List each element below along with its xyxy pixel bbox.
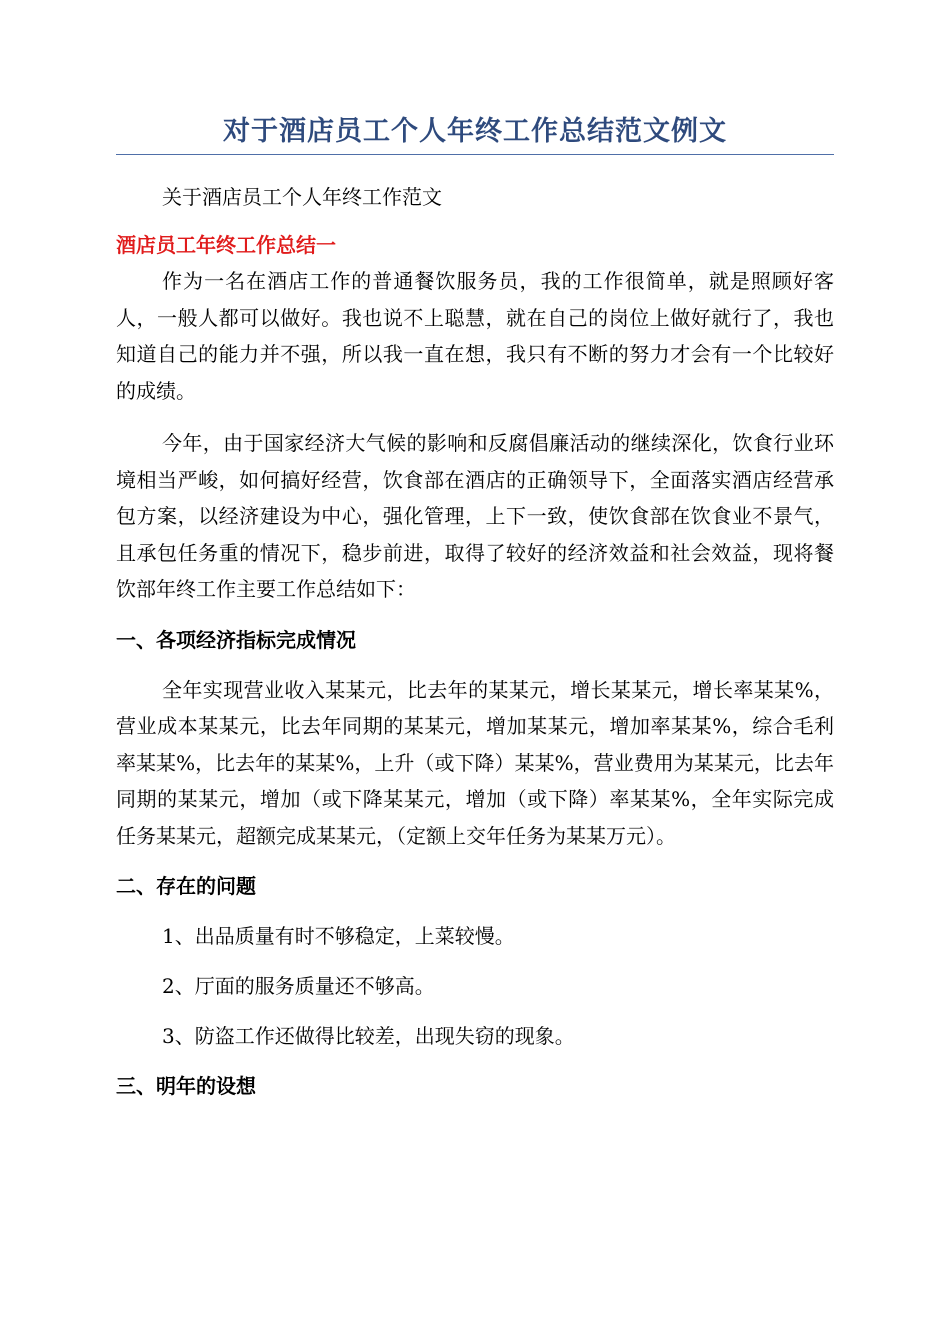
problem-list-item: 1、出品质量有时不够稳定，上菜较慢。: [162, 924, 515, 948]
problem-list-item: 2、厅面的服务质量还不够高。: [162, 974, 435, 998]
problem-list-item: 3、防盗工作还做得比较差，出现失窃的现象。: [162, 1024, 575, 1048]
heading-economic-indicators: 一、各项经济指标完成情况: [116, 627, 356, 652]
heading-existing-problems: 二、存在的问题: [116, 874, 256, 898]
section-title-summary-one: 酒店员工年终工作总结一: [116, 233, 336, 257]
economic-indicators-paragraph: 全年实现营业收入某某元，比去年的某某元，增长某某元，增长率某某%，营业成本某某元，比去年同期的某某元，增加某某元，增加率某某%，综合毛利率某某%，比去年的某某%，上升（或下降）某某%，营业费用为某某元，比去年同期的某某元，增加（或下降某某元，增加（或下降）率某某%，全年实际完成任务某某元，超额完成某某元，（定额上交年任务为某某万元）。: [116, 677, 834, 848]
document-title: 对于酒店员工个人年终工作总结范文例文: [116, 112, 834, 155]
intro-paragraph: 今年，由于国家经济大气候的影响和反腐倡廉活动的继续深化，饮食行业环境相当严峻，如何搞好经营，饮食部在酒店的正确领导下，全面落实酒店经营承包方案，以经济建设为中心，强化管理，上下一致，使饮食部在饮食业不景气，且承包任务重的情况下，稳步前进，取得了较好的经济效益和社会效益，现将餐饮部年终工作主要工作总结如下：: [116, 431, 834, 601]
document-page: [116, 112, 834, 1104]
intro-paragraph: 作为一名在酒店工作的普通餐饮服务员，我的工作很简单，就是照顾好客人，一般人都可以做好。我也说不上聪慧，就在自己的岗位上做好就行了，我也知道自己的能力并不强，所以我一直在想，我只有不断的努力才会有一个比较好的成绩。: [116, 269, 834, 403]
document-subtitle: 关于酒店员工个人年终工作范文: [162, 185, 442, 209]
heading-next-year-plan: 三、明年的设想: [116, 1074, 256, 1098]
